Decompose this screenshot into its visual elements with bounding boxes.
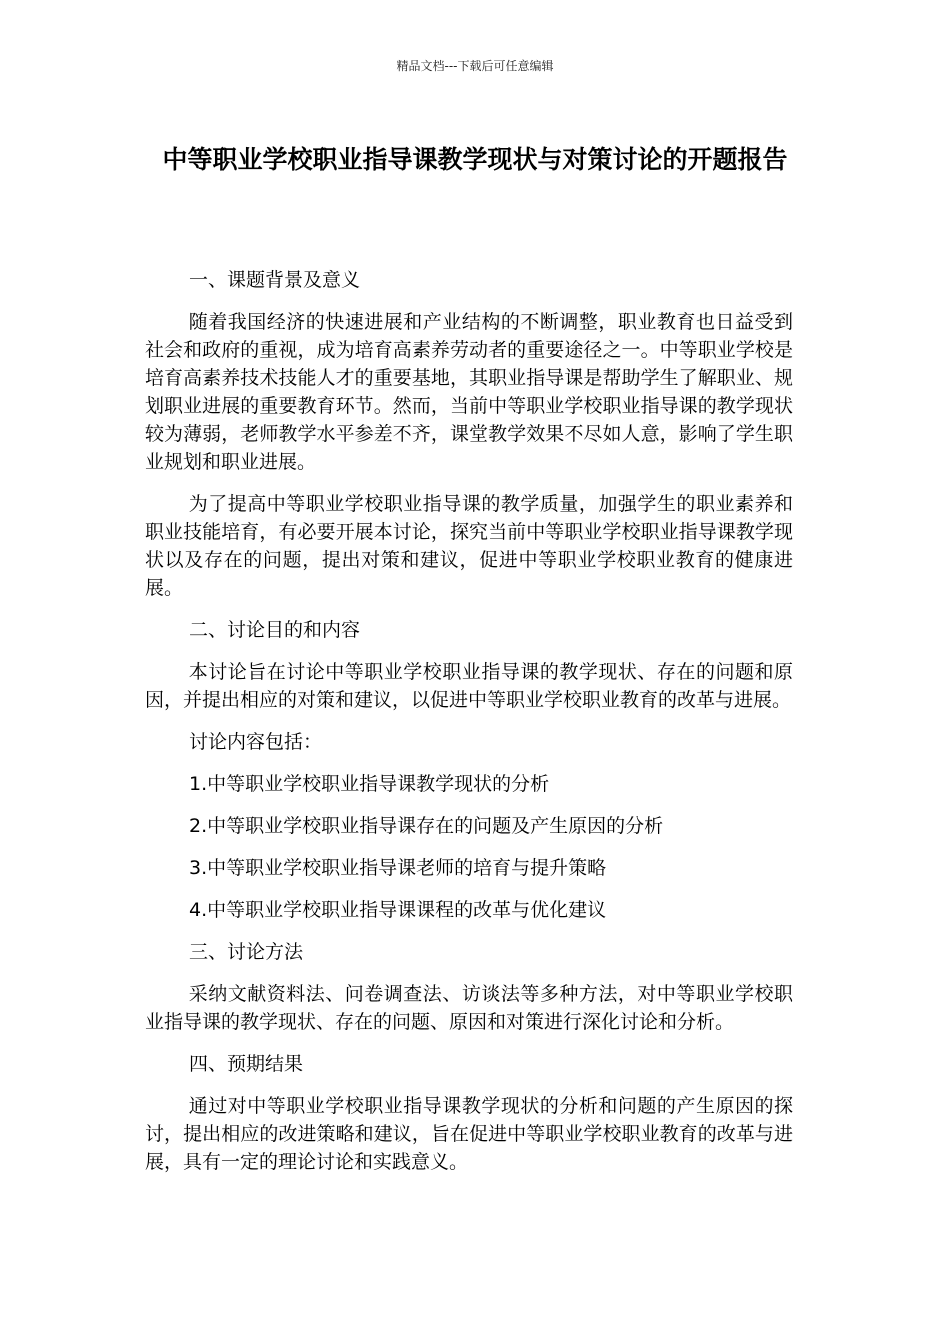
page-header-note: 精品文档---下载后可任意编辑 [396, 59, 554, 73]
paragraph-background-1: 随着我国经济的快速进展和产业结构的不断调整，职业教育也日益受到社会和政府的重视，成为培育高素养劳动者的重要途径之一。中等职业学校是培育高素养技术技能人才的重要基地，其职业指导课是帮助学生了解职业、规划职业进展的重要教育环节。然而，当前中等职业学校职业指导课的教学现状较为薄弱，老师教学水平参差不齐，课堂教学效果不尽如人意，影响了学生职业规划和职业进展。 [145, 311, 793, 473]
content-list-item-3: 3.中等职业学校职业指导课老师的培育与提升策略 [189, 857, 607, 879]
paragraph-methods: 采纳文献资料法、问卷调查法、访谈法等多种方法，对中等职业学校职业指导课的教学现状、存在的问题、原因和对策进行深化讨论和分析。 [145, 983, 793, 1033]
document-body [145, 266, 793, 1190]
content-list-item-2: 2.中等职业学校职业指导课存在的问题及产生原因的分析 [189, 815, 664, 837]
section-heading-results: 四、预期结果 [189, 1053, 304, 1075]
paragraph-results: 通过对中等职业学校职业指导课教学现状的分析和问题的产生原因的探讨，提出相应的改进策略和建议，旨在促进中等职业学校职业教育的改革与进展，具有一定的理论讨论和实践意义。 [145, 1095, 793, 1173]
content-list-item-4: 4.中等职业学校职业指导课课程的改革与优化建议 [189, 899, 607, 921]
paragraph-purpose: 本讨论旨在讨论中等职业学校职业指导课的教学现状、存在的问题和原因，并提出相应的对策和建议，以促进中等职业学校职业教育的改革与进展。 [145, 661, 793, 711]
section-heading-background: 一、课题背景及意义 [189, 269, 361, 291]
document-title: 中等职业学校职业指导课教学现状与对策讨论的开题报告 [162, 145, 788, 174]
content-list-intro: 讨论内容包括： [189, 731, 323, 753]
section-heading-purpose: 二、讨论目的和内容 [189, 619, 361, 641]
content-list-item-1: 1.中等职业学校职业指导课教学现状的分析 [189, 773, 550, 795]
paragraph-background-2: 为了提高中等职业学校职业指导课的教学质量，加强学生的职业素养和职业技能培育，有必要开展本讨论，探究当前中等职业学校职业指导课教学现状以及存在的问题，提出对策和建议，促进中等职业学校职业教育的健康进展。 [145, 493, 793, 599]
section-heading-methods: 三、讨论方法 [189, 941, 304, 963]
